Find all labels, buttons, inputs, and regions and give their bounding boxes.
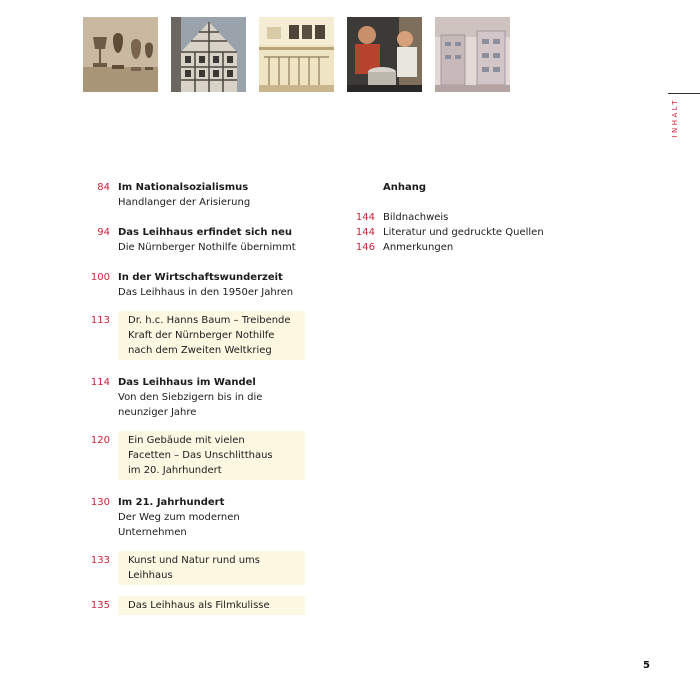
toc-entry-line: Das Leihhaus als Filmkulisse <box>128 600 270 611</box>
toc-entry-text <box>118 551 305 585</box>
toc-entry-line: im 20. Jahrhundert <box>128 465 222 476</box>
toc-page-number: 100 <box>90 272 110 283</box>
toc-entry-highlight[interactable] <box>80 311 312 360</box>
toc-entry-subtitle: Der Weg zum modernen <box>118 512 240 523</box>
toc-page-number: 135 <box>90 600 110 611</box>
toc-entry-highlight[interactable] <box>80 431 312 480</box>
page-number: 5 <box>643 660 650 671</box>
toc-entry-line: nach dem Zweiten Weltkrieg <box>128 345 272 356</box>
toc-entry-subtitle: Das Leihhaus in den 1950er Jahren <box>118 287 294 298</box>
toc-entry[interactable] <box>345 240 575 255</box>
toc-entry-line: Kunst und Natur rund ums Leihhaus <box>128 555 261 581</box>
toc-entry-title: Im Nationalsozialismus <box>118 182 249 193</box>
timber-house-photo <box>171 17 246 92</box>
toc-page-number: 130 <box>90 497 110 508</box>
toc-right-column <box>345 180 575 255</box>
toc-entry-title: Das Leihhaus im Wandel <box>118 377 256 388</box>
toc-entry-subtitle: Unternehmen <box>118 527 187 538</box>
toc-entry[interactable] <box>345 225 575 240</box>
toc-page-number: 84 <box>97 182 110 193</box>
toc-entry-text <box>118 311 305 360</box>
toc-page-number: 146 <box>355 242 375 253</box>
toc-entry-line: Dr. h.c. Hanns Baum – Treibende <box>128 315 291 326</box>
toc-page-number: 94 <box>97 227 110 238</box>
toc-entry-title: Im 21. Jahrhundert <box>118 497 225 508</box>
toc-entry[interactable] <box>80 495 312 540</box>
toc-entry-text <box>118 375 262 420</box>
side-rule <box>668 93 700 94</box>
toc-entry-line: Facetten – Das Unschlitthaus <box>128 450 273 461</box>
toc-entry[interactable] <box>80 180 312 210</box>
appendix-heading <box>345 180 575 195</box>
toc-entry-subtitle: Handlanger der Arisierung <box>118 197 251 208</box>
trophies-photo <box>83 17 158 92</box>
staircase-photo <box>259 17 334 92</box>
toc-entry-line: Kraft der Nürnberger Nothilfe <box>128 330 275 341</box>
toc-page-number: 133 <box>90 555 110 566</box>
toc-page-number: 144 <box>355 212 375 223</box>
toc-page-number: 114 <box>90 377 110 388</box>
toc-entry-text <box>118 596 305 615</box>
toc-entry-subtitle: Von den Siebzigern bis in die <box>118 392 263 403</box>
toc-page-number: 144 <box>355 227 375 238</box>
toc-page-number: 120 <box>90 435 110 446</box>
toc-entry-subtitle: Die Nürnberger Nothilfe übernimmt <box>118 242 296 253</box>
photo-strip <box>83 17 510 92</box>
display-cases-photo <box>435 17 510 92</box>
toc-entry[interactable] <box>345 210 575 225</box>
toc-entry-line: Ein Gebäude mit vielen <box>128 435 245 446</box>
toc-entry[interactable] <box>80 270 312 300</box>
section-label: INHALT <box>671 98 679 138</box>
appendix-title: Anhang <box>383 182 427 193</box>
toc-page-number: 113 <box>90 315 110 326</box>
toc-entry[interactable] <box>80 375 312 420</box>
toc-left-column <box>80 180 312 630</box>
toc-entry-label: Anmerkungen <box>383 242 454 253</box>
toc-entry-highlight[interactable] <box>80 596 312 615</box>
toc-entry-text <box>118 495 240 540</box>
toc-entry[interactable] <box>80 225 312 255</box>
toc-entry-text <box>118 180 250 210</box>
toc-entry-title: Das Leihhaus erfindet sich neu <box>118 227 292 238</box>
toc-entry-title: In der Wirtschaftswunderzeit <box>118 272 283 283</box>
toc-entry-label: Bildnachweis <box>383 212 449 223</box>
toc-entry-label: Literatur und gedruckte Quellen <box>383 227 544 238</box>
toc-entry-subtitle: neunziger Jahre <box>118 407 197 418</box>
toc-entry-highlight[interactable] <box>80 551 312 585</box>
toc-entry-text <box>118 270 293 300</box>
soup-kitchen-photo <box>347 17 422 92</box>
toc-entry-text <box>118 431 305 480</box>
toc-entry-text <box>118 225 296 255</box>
